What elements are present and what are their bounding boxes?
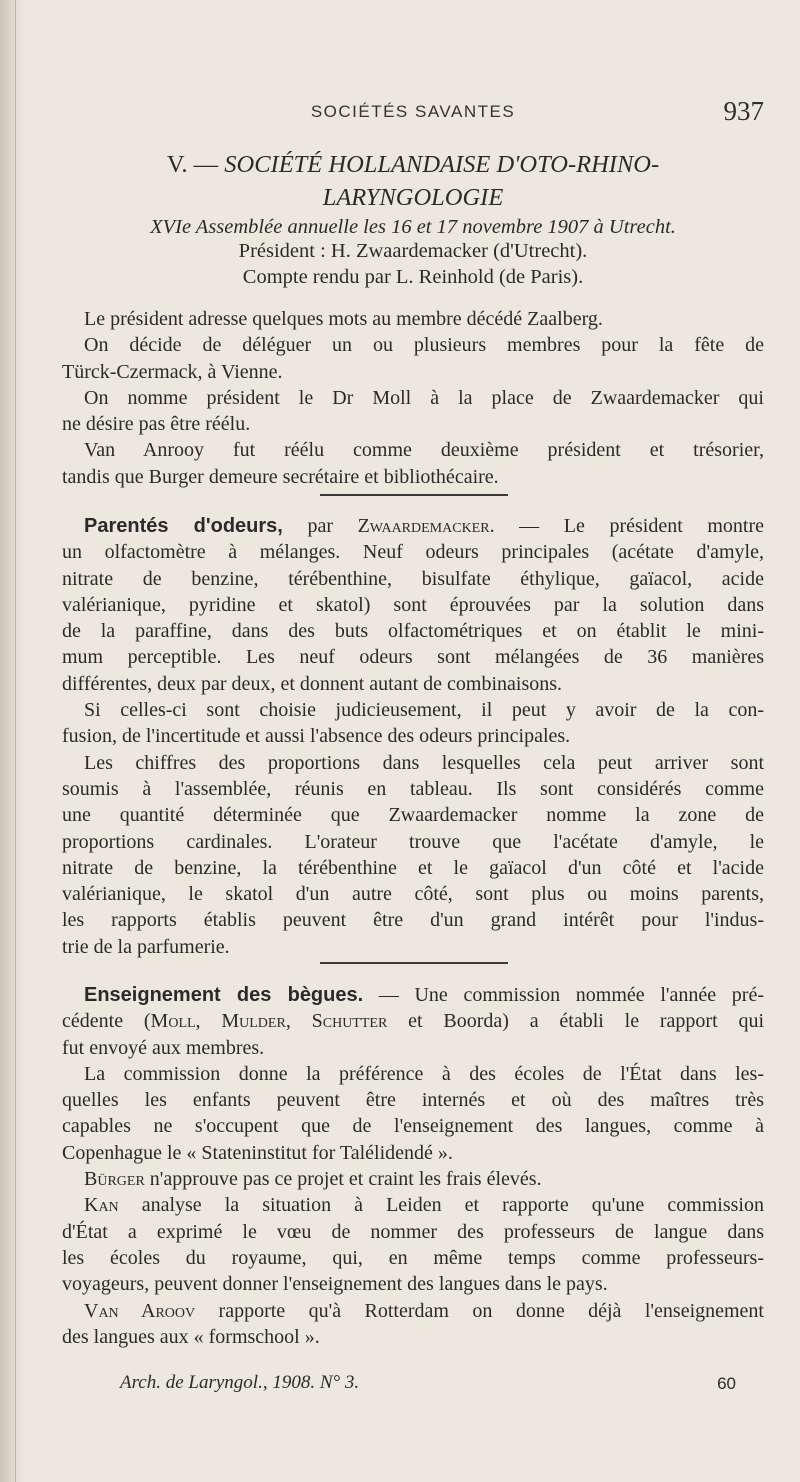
running-head [62, 96, 764, 132]
binding-shadow [0, 0, 26, 1482]
running-head-title: SOCIÉTÉS SAVANTES [310, 102, 516, 121]
intro-paragraph-line: On nomme président le Dr Moll à la place de Zwaardemacker qui [84, 386, 764, 409]
president-line: Président : H. Zwaardemacker (d'Utrecht). [238, 240, 588, 262]
parentes-heading: Parentés d'odeurs, [84, 515, 283, 537]
section-number: V. — [166, 151, 219, 178]
intro-paragraph-line: ne désire pas être réélu. [62, 413, 251, 436]
intro-paragraph-line: Türck-Czermack, à Vienne. [62, 360, 283, 383]
report-line: Compte rendu par L. Reinhold (de Paris). [242, 266, 584, 288]
intro-paragraph: Le président adresse quelques mots au membre décédé Zaalberg. [84, 308, 603, 330]
section-title-line-2: LARYNGOLOGIE [322, 184, 504, 211]
binding-edge [15, 0, 16, 1482]
section-title [62, 148, 764, 214]
parentes-section: Parentés d'odeurs, par Zwaardemacker. — Le président montre un olfactomètre à mélanges. Neuf odeurs principales (acétate d'amyle, nitrate de benzine, térébenthine, bisulfate éthylique, gaïacol, acide valérianique, pyridine et skatol) sont éprouvées par la solution dans de la paraffine, dans des buts olfactométriques et on établit le mini- mum perceptible. Les neuf odeurs sont mélangées de 36 manières différentes, deux par deux, et donnent autant de combinaisons. Si celles-ci sont choisie judicieusement, il peut y avoir de la con- fusion, de l'incertitude et aussi l'absence des odeurs principales. Les chiffres des proportions dans lesquelles cela peut arriver sont soumis à l'assemblée, réunis en tableau. Ils sont considérés comme une quantité déterminée que Zwaardemacker nomme la zone de proportions cardinales. L'orateur trouve que l'acétate d'amyle, le nitrate de benzine, la térébenthine et le gaïacol d'un côté et l'acide valérianique, le skatol d'un autre côté, sont plus ou moins parents, les rapports établis peuvent être d'un grand intérêt pour l'indus- trie de la parfumerie. [62, 515, 764, 958]
section-divider [320, 962, 508, 964]
intro-paragraph-line: Van Anrooy fut réélu comme deuxième président et trésorier, [84, 439, 764, 462]
signature-mark: 60 [717, 1374, 736, 1393]
meeting-line: XVIe Assemblée annuelle les 16 et 17 novembre 1907 à Utrecht. [150, 216, 676, 238]
begues-section: Enseignement des bègues. — Une commission nommée l'année pré- cédente (Moll, Mulder, Schutter et Boorda) a établi le rapport qui fut envoyé aux membres. La commission donne la préférence à des écoles de l'État dans les- quelles les enfants peuvent être internés et où des maîtres très capables ne s'occupent que de l'enseignement des langues, comme à Copenhague le « Stateninstitut for Talélidendé ». Bürger n'approuve pas ce projet et craint les frais élevés. Kan analyse la situation à Leiden et rapporte qu'une commission d'État a exprimé le vœu de nommer des professeurs de langue dans les écoles du royaume, qui, en même temps comme professeurs- voyageurs, peuvent donner l'enseignement des langues dans le pays. Van Aroov rapporte qu'à Rotterdam on donne déjà l'enseignement des langues aux « formschool ». [62, 984, 765, 1348]
section-divider [320, 494, 508, 496]
intro-text [62, 306, 764, 490]
intro-paragraph-line: tandis que Burger demeure secrétaire et bibliothécaire. [62, 465, 499, 488]
begues-heading: Enseignement des bègues. [84, 984, 364, 1006]
section-title-line-1: SOCIÉTÉ HOLLANDAISE D'OTO-RHINO- [224, 151, 660, 178]
page-number: 937 [723, 96, 764, 126]
journal-reference: Arch. de Laryngol., 1908. N° 3. [120, 1372, 360, 1393]
intro-paragraph-line: On décide de déléguer un ou plusieurs membres pour la fête de [84, 334, 764, 357]
parentes-line: Parentés d'odeurs, par Zwaardemacker. — Le président montre [84, 515, 764, 537]
